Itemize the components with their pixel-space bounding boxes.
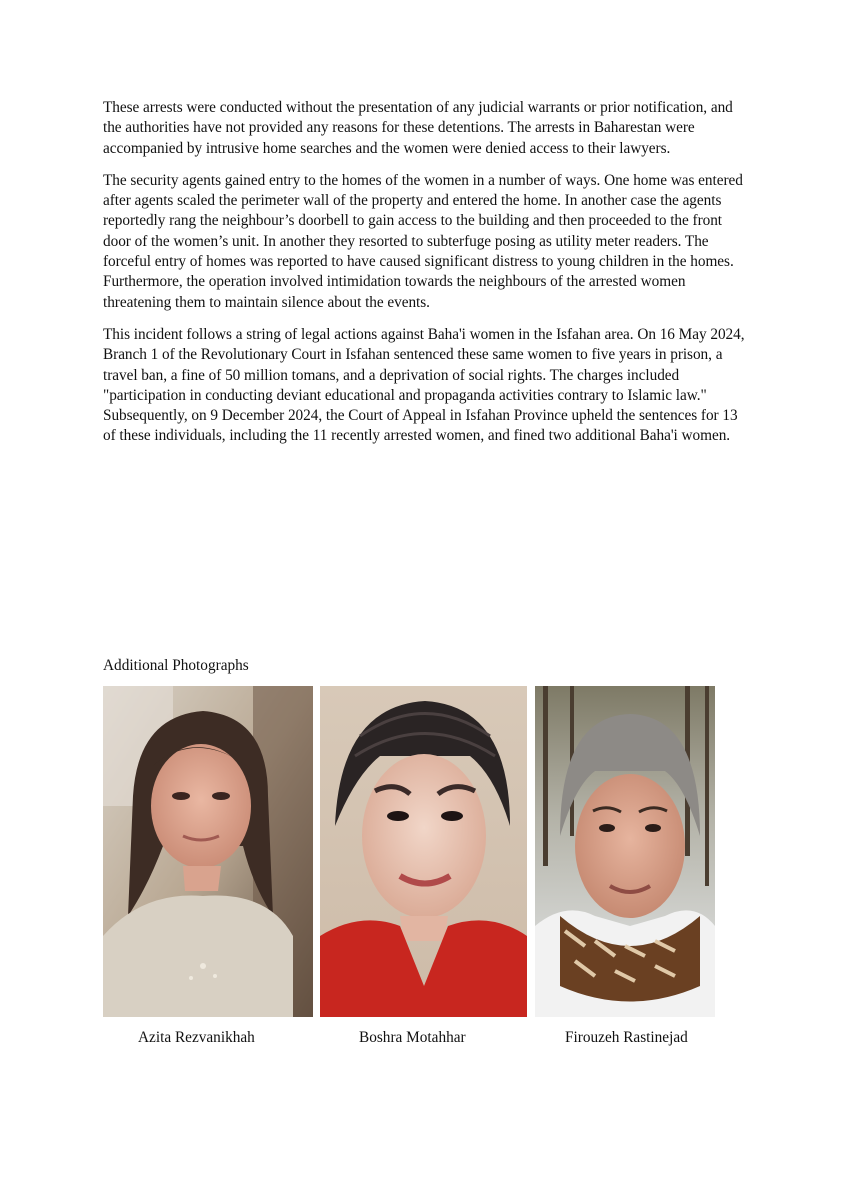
body-text: [103, 98, 751, 459]
photo-caption-3: Firouzeh Rastinejad: [565, 1029, 688, 1046]
portrait-photo-2: [320, 686, 527, 1017]
photo-gallery: [0, 686, 849, 1066]
photo-card-2: [320, 686, 527, 1046]
portrait-image-2: [320, 686, 527, 1017]
portrait-photo-1: [103, 686, 313, 1017]
portrait-image-3: [535, 686, 715, 1017]
portrait-image-1: [103, 686, 313, 1017]
paragraph-entry-methods: The security agents gained entry to the homes of the women in a number of ways. One home was entered after agents scaled the perimeter wall of the property and entered the home. In another case the agents reportedly rang the neighbour’s doorbell to gain access to the building and then proceeded to the front door of the women’s unit. In another they resorted to subterfuge posing as utility meter readers. The forceful entry of homes was reported to have caused significant distress to young children in the homes. Furthermore, the operation involved intimidation towards the neighbours of the arrested women threatening them to maintain silence about the events.: [103, 171, 743, 311]
photos-heading: Additional Photographs: [103, 657, 249, 674]
photo-card-3: [535, 686, 715, 1046]
paragraph-legal-actions: This incident follows a string of legal actions against Baha'i women in the Isfahan area. On 16 May 2024, Branch 1 of the Revolutionary Court in Isfahan sentenced these same women to five years in prison, a travel ban, a fine of 50 million tomans, and a deprivation of social rights. The charges included "participation in conducting deviant educational and propaganda activities contrary to Islamic law." Subsequently, on 9 December 2024, the Court of Appeal in Isfahan Province upheld the sentences for 13 of these individuals, including the 11 recently arrested women, and fined two additional Baha'i women.: [103, 325, 745, 445]
photo-card-1: [103, 686, 313, 1046]
photo-caption-1: Azita Rezvanikhah: [138, 1029, 255, 1046]
photo-caption-2: Boshra Motahhar: [359, 1029, 466, 1046]
paragraph-arrests: These arrests were conducted without the presentation of any judicial warrants or prior notification, and the authorities have not provided any reasons for these detentions. The arrests in Baharestan were accompanied by intrusive home searches and the women were denied access to their lawyers.: [103, 99, 733, 157]
portrait-photo-3: [535, 686, 715, 1017]
